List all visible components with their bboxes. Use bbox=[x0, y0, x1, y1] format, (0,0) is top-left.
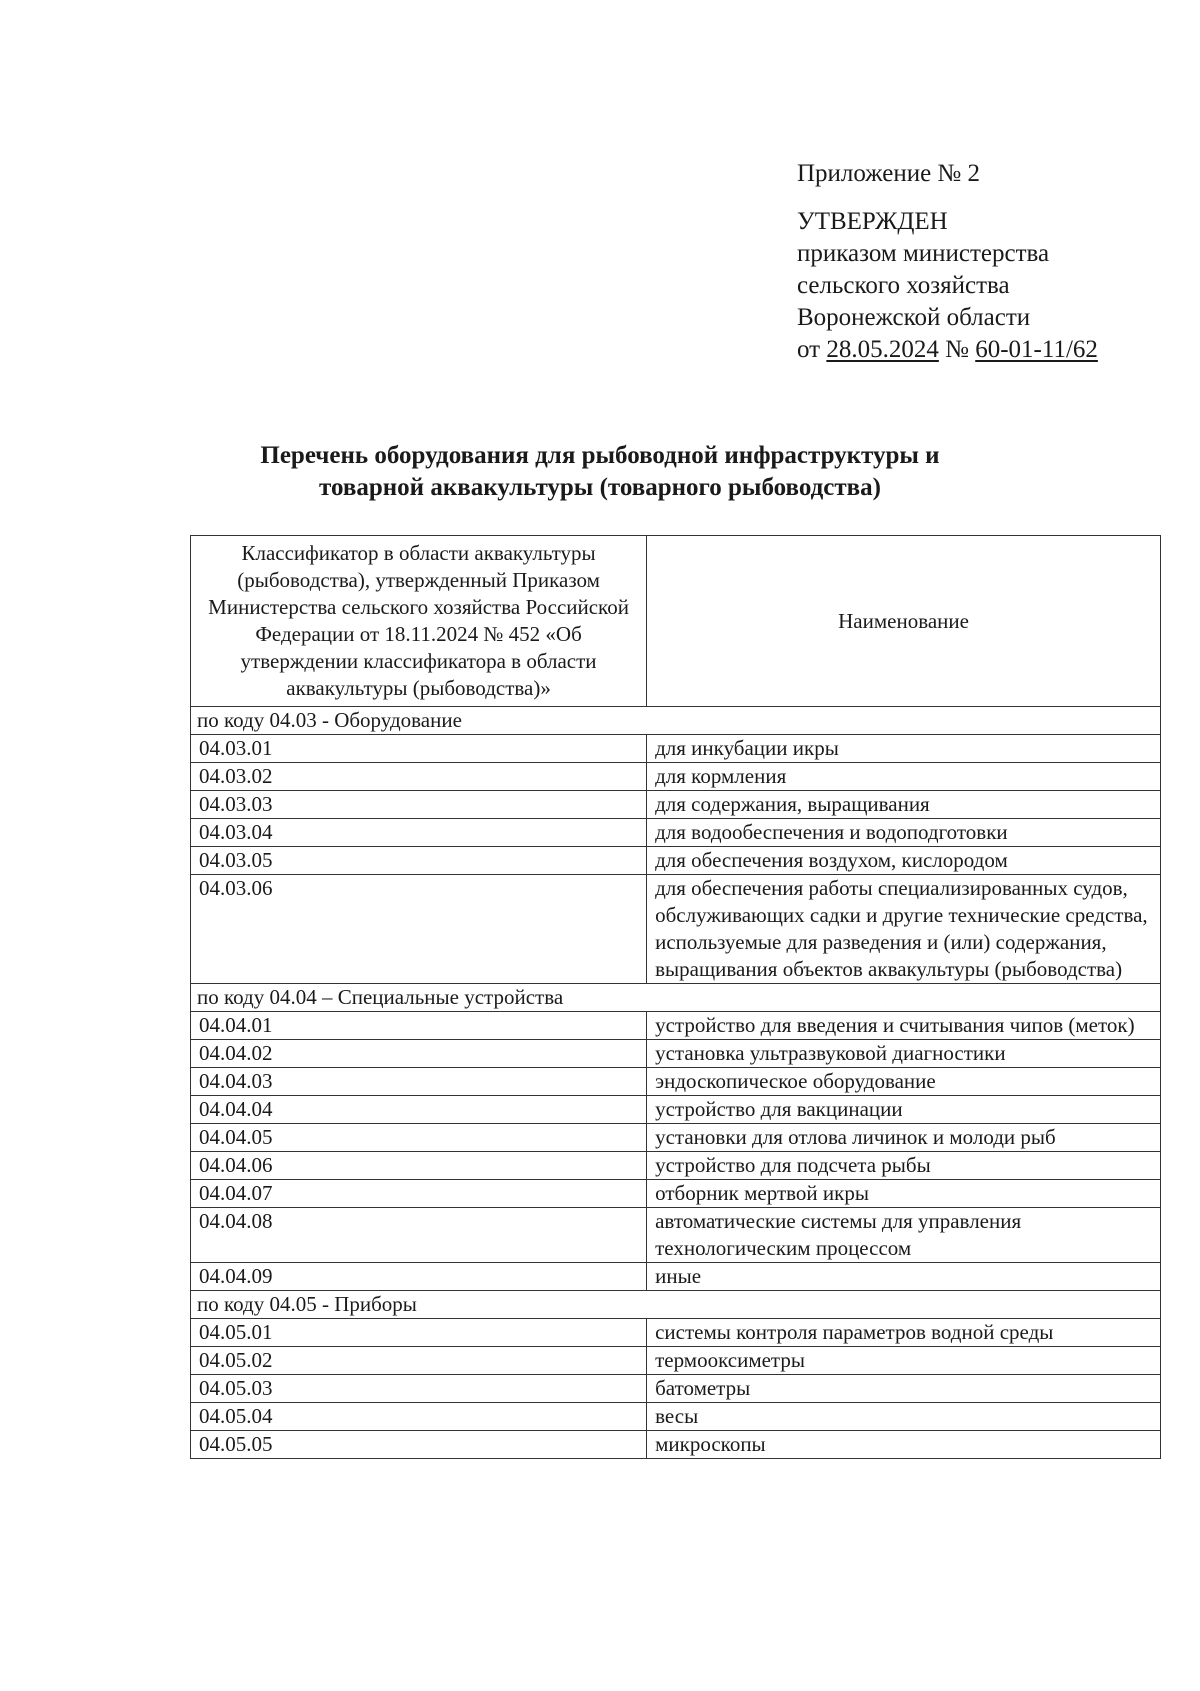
item-code: 04.03.06 bbox=[191, 875, 647, 984]
item-code: 04.04.04 bbox=[191, 1096, 647, 1124]
header-classifier: Классификатор в области аквакультуры (рыбоводства), утвержденный Приказом Министерства сельского хозяйства Российской Федерации от 18.11.2024 № 452 «Об утверждении классификатора в области аквакультуры (рыбоводства)» bbox=[191, 536, 647, 707]
approval-line-1: приказом министерства bbox=[797, 240, 1050, 267]
item-name: устройство для вакцинации bbox=[647, 1096, 1161, 1124]
item-name: батометры bbox=[647, 1375, 1161, 1403]
item-name: термооксиметры bbox=[647, 1347, 1161, 1375]
group-title: по коду 04.05 - Приборы bbox=[191, 1291, 1161, 1319]
table-row bbox=[191, 1347, 1161, 1375]
item-code: 04.03.01 bbox=[191, 735, 647, 763]
title-line-2: товарной аквакультуры (товарного рыбоводства) bbox=[319, 474, 881, 501]
table-row bbox=[191, 1208, 1161, 1263]
item-name: для водообеспечения и водоподготовки bbox=[647, 819, 1161, 847]
equipment-table bbox=[190, 535, 1161, 1459]
item-name: автоматические системы для управления технологическим процессом bbox=[647, 1208, 1161, 1263]
approved-label: УТВЕРЖДЕН bbox=[797, 208, 948, 235]
table-row bbox=[191, 735, 1161, 763]
item-name: для кормления bbox=[647, 763, 1161, 791]
document-title bbox=[150, 440, 1050, 504]
item-name: весы bbox=[647, 1403, 1161, 1431]
item-code: 04.03.02 bbox=[191, 763, 647, 791]
annex-label: Приложение № 2 bbox=[797, 160, 981, 187]
group-title: по коду 04.03 - Оборудование bbox=[191, 707, 1161, 735]
table-row bbox=[191, 819, 1161, 847]
date-prefix: от bbox=[797, 336, 827, 363]
approval-block bbox=[797, 158, 1157, 366]
group-row bbox=[191, 984, 1161, 1012]
header-name: Наименование bbox=[647, 536, 1161, 707]
item-name: для обеспечения воздухом, кислородом bbox=[647, 847, 1161, 875]
title-line-1: Перечень оборудования для рыбоводной инфраструктуры и bbox=[260, 442, 940, 469]
item-name: для содержания, выращивания bbox=[647, 791, 1161, 819]
item-name: установки для отлова личинок и молоди рыб bbox=[647, 1124, 1161, 1152]
approval-date-line bbox=[797, 334, 1157, 366]
item-code: 04.04.03 bbox=[191, 1068, 647, 1096]
table-row bbox=[191, 875, 1161, 984]
table-row bbox=[191, 1403, 1161, 1431]
item-code: 04.05.01 bbox=[191, 1319, 647, 1347]
table-row bbox=[191, 1375, 1161, 1403]
table-row bbox=[191, 1180, 1161, 1208]
approval-date: 28.05.2024 bbox=[826, 336, 939, 363]
table-row bbox=[191, 1068, 1161, 1096]
table-row bbox=[191, 1431, 1161, 1459]
table-row bbox=[191, 1263, 1161, 1291]
table-row bbox=[191, 1040, 1161, 1068]
item-name: системы контроля параметров водной среды bbox=[647, 1319, 1161, 1347]
item-name: для инкубации икры bbox=[647, 735, 1161, 763]
item-code: 04.05.03 bbox=[191, 1375, 647, 1403]
approval-line-3: Воронежской области bbox=[797, 304, 1031, 331]
item-code: 04.04.02 bbox=[191, 1040, 647, 1068]
item-code: 04.03.05 bbox=[191, 847, 647, 875]
table-row bbox=[191, 791, 1161, 819]
item-code: 04.04.07 bbox=[191, 1180, 647, 1208]
item-name: устройство для введения и считывания чипов (меток) bbox=[647, 1012, 1161, 1040]
item-code: 04.05.02 bbox=[191, 1347, 647, 1375]
approval-line-2: сельского хозяйства bbox=[797, 272, 1010, 299]
group-row bbox=[191, 707, 1161, 735]
item-name: для обеспечения работы специализированных судов, обслуживающих садки и другие технические средства, используемые для разведения и (или) содержания, выращивания объектов аквакультуры (рыбоводства) bbox=[647, 875, 1161, 984]
group-row bbox=[191, 1291, 1161, 1319]
group-title: по коду 04.04 – Специальные устройства bbox=[191, 984, 1161, 1012]
table-row bbox=[191, 1124, 1161, 1152]
table-row bbox=[191, 847, 1161, 875]
item-code: 04.05.05 bbox=[191, 1431, 647, 1459]
table-row bbox=[191, 1012, 1161, 1040]
table-header-row bbox=[191, 536, 1161, 707]
item-code: 04.05.04 bbox=[191, 1403, 647, 1431]
item-code: 04.04.08 bbox=[191, 1208, 647, 1263]
table-row bbox=[191, 1096, 1161, 1124]
item-name: иные bbox=[647, 1263, 1161, 1291]
item-name: микроскопы bbox=[647, 1431, 1161, 1459]
number-prefix: № bbox=[938, 336, 976, 363]
item-name: установка ультразвуковой диагностики bbox=[647, 1040, 1161, 1068]
item-name: устройство для подсчета рыбы bbox=[647, 1152, 1161, 1180]
item-code: 04.03.03 bbox=[191, 791, 647, 819]
table-row bbox=[191, 763, 1161, 791]
item-code: 04.03.04 bbox=[191, 819, 647, 847]
item-code: 04.04.09 bbox=[191, 1263, 647, 1291]
item-code: 04.04.06 bbox=[191, 1152, 647, 1180]
item-name: отборник мертвой икры bbox=[647, 1180, 1161, 1208]
approval-number: 60-01-11/62 bbox=[975, 336, 1098, 363]
item-name: эндоскопическое оборудование bbox=[647, 1068, 1161, 1096]
table-row bbox=[191, 1319, 1161, 1347]
item-code: 04.04.01 bbox=[191, 1012, 647, 1040]
item-code: 04.04.05 bbox=[191, 1124, 647, 1152]
table-row bbox=[191, 1152, 1161, 1180]
